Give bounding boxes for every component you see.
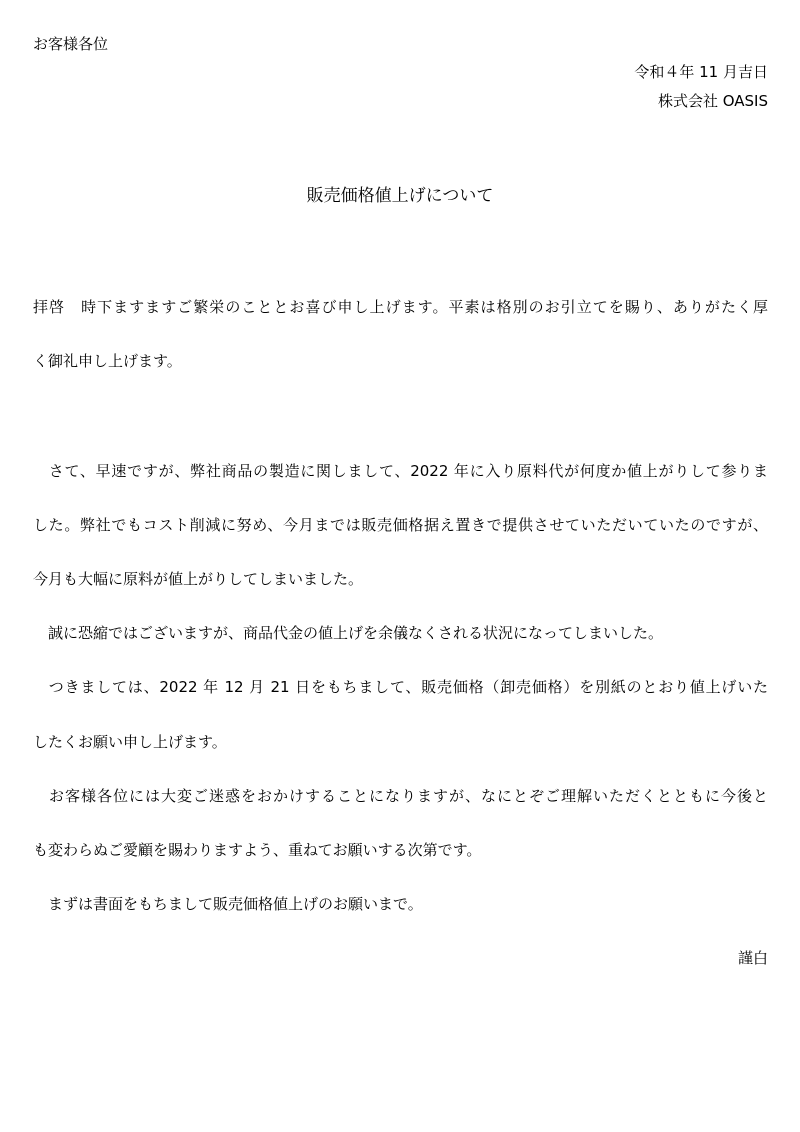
body-line: した。弊社でもコスト削減に努め、今月までは販売価格据え置きで提供させていただいていたのですが、 xyxy=(33,516,768,534)
letter-title: 販売価格値上げについて xyxy=(306,186,494,206)
closing-remark: 謹白 xyxy=(737,949,768,967)
greeting-line: く御礼申し上げます。 xyxy=(33,352,182,370)
addressee: お客様各位 xyxy=(33,35,109,53)
body-line: したくお願い申し上げます。 xyxy=(33,733,227,751)
body-line: 今月も大幅に原料が値上がりしてしまいました。 xyxy=(33,570,364,588)
sender-company: 株式会社 OASIS xyxy=(657,92,768,110)
body-line: つきましては、2022 年 12 月 21 日をもちまして、販売価格（卸売価格）を別紙のとおり値上げいた xyxy=(33,678,768,696)
greeting-line: 拝啓 時下ますますご繁栄のこととお喜び申し上げます。平素は格別のお引立てを賜り、ありがたく厚 xyxy=(33,298,768,316)
body-line: 誠に恐縮ではございますが、商品代金の値上げを余儀なくされる状況になってしまいした。 xyxy=(33,624,664,642)
letter-date: 令和４年 11 月吉日 xyxy=(634,63,768,81)
body-line: さて、早速ですが、弊社商品の製造に関しまして、2022 年に入り原料代が何度か値上がりして参りま xyxy=(33,462,768,480)
body-line: まずは書面をもちまして販売価格値上げのお願いまで。 xyxy=(33,895,423,913)
body-line: も変わらぬご愛顧を賜わりますよう、重ねてお願いする次第です。 xyxy=(33,841,482,859)
body-line: お客様各位には大変ご迷惑をおかけすることになりますが、なにとぞご理解いただくとともに今後と xyxy=(33,787,768,805)
